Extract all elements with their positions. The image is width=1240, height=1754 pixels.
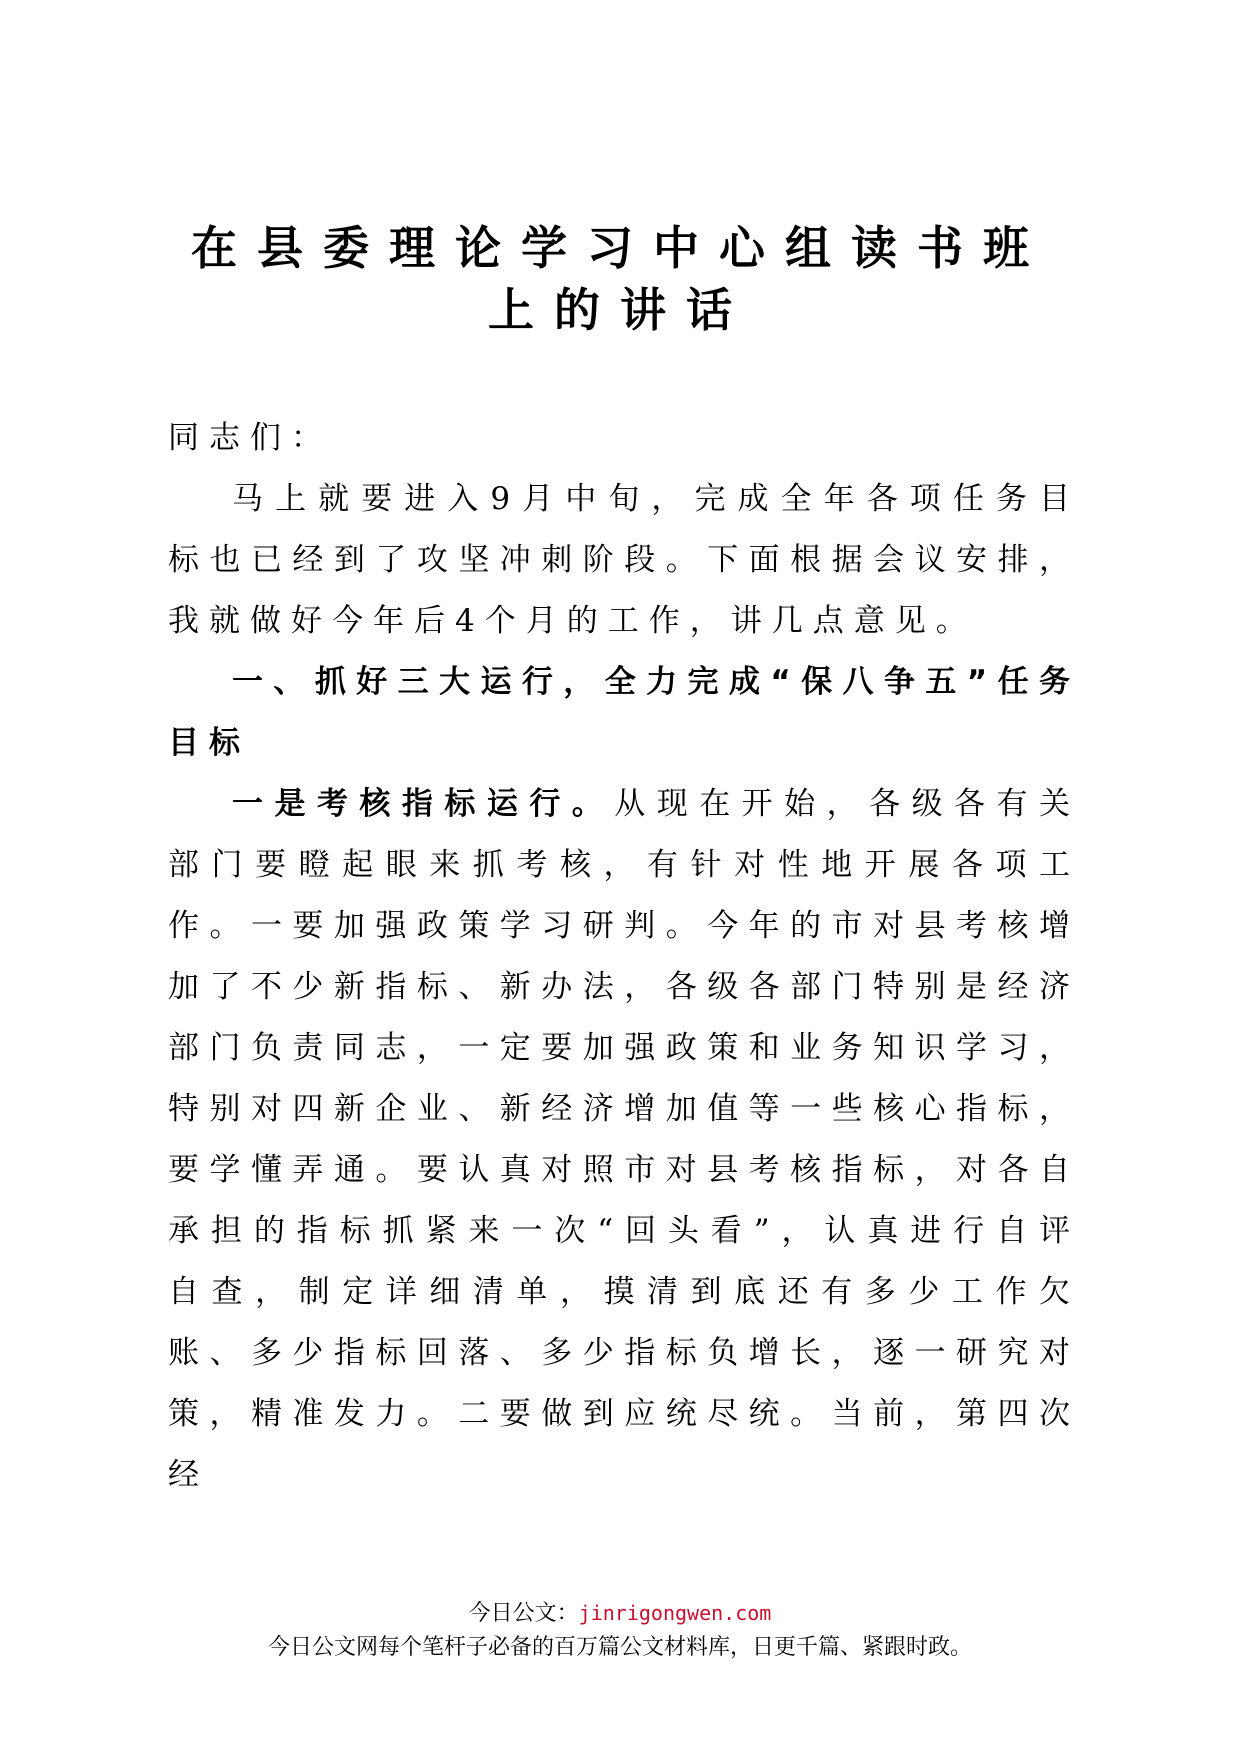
section-heading-1: 一、抓好三大运行，全力完成“保八争五”任务目标 (168, 664, 1080, 761)
paragraph-1 (168, 774, 1080, 1506)
document-body (168, 408, 1080, 1506)
paragraph-1-lead: 一是考核指标运行。 (232, 786, 615, 822)
footer-label: 今日公文： (468, 1601, 579, 1626)
paragraph-1-text: 从现在开始，各级各有关部门要瞪起眼来抓考核，有针对性地开展各项工作。一要加强政策学习研判。今年的市对县考核增加了不少新指标、新办法，各级各部门特别是经济部门负责同志，一定要加强政策和业务知识学习，特别对四新企业、新经济增加值等一些核心指标，要学懂弄通。要认真对照市对县考核指标，对各自承担的指标抓紧来一次“回头看”，认真进行自评自查，制定详细清单，摸清到底还有多少工作欠账、多少指标回落、多少指标负增长，逐一研究对策，精准发力。二要做到应统尽统。当前，第四次经 (168, 786, 1081, 1493)
footer-tagline: 今日公文网每个笔杆子必备的百万篇公文材料库，日更千篇、紧跟时政。 (267, 1635, 972, 1660)
intro-paragraph: 马上就要进入9月中旬，完成全年各项任务目标也已经到了攻坚冲刺阶段。下面根据会议安排，我就做好今年后4个月的工作，讲几点意见。 (168, 481, 1080, 639)
document-title-line1: 在县委理论学习中心组读书班 (191, 221, 1049, 275)
document-title-line2: 上的讲话 (488, 283, 752, 337)
salutation: 同志们： (168, 420, 332, 456)
footer-url-link[interactable]: jinrigongwen.com (578, 1601, 772, 1625)
footer-source (0, 1596, 1240, 1627)
